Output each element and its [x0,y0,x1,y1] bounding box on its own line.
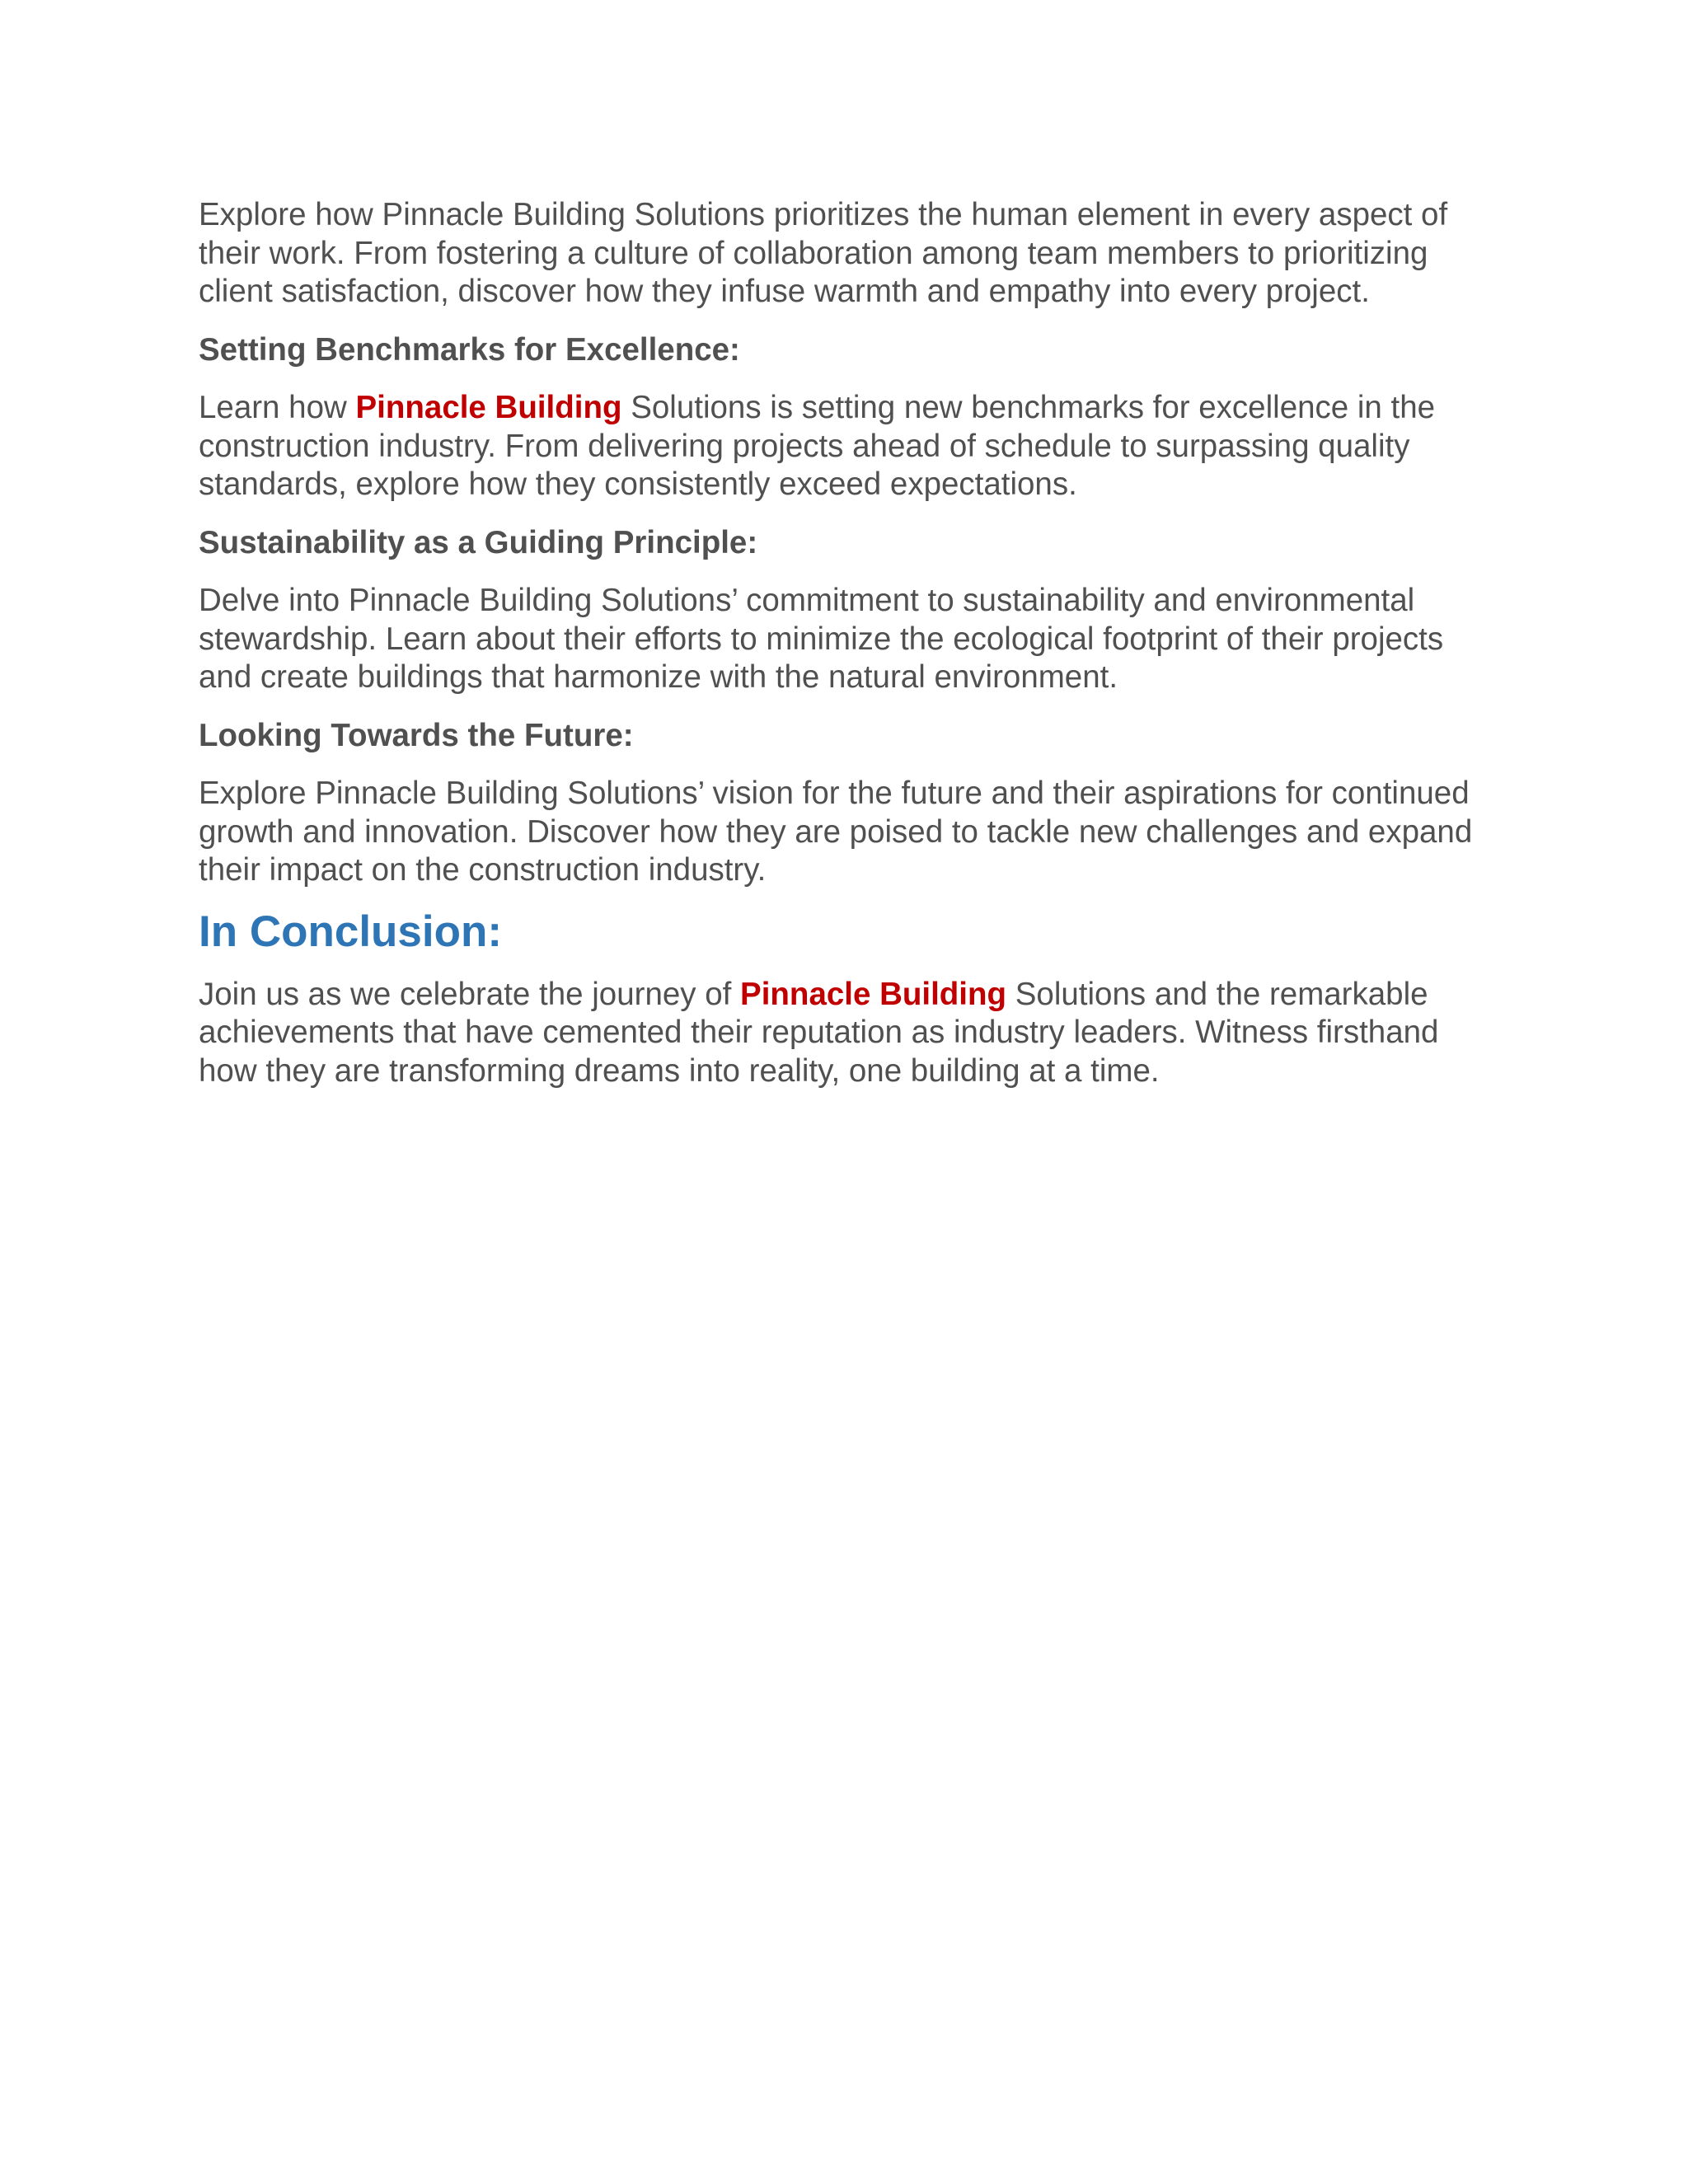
conclusion-heading: In Conclusion: [199,907,503,956]
benchmarks-text-before: Learn how [199,390,356,425]
sustainability-heading: Sustainability as a Guiding Principle: [199,524,758,560]
intro-paragraph: Explore how Pinnacle Building Solutions prioritizes the human element in every aspect of their work. From fostering a culture of collaboration among team members to prioritizing client satisfaction, discover how they infuse warmth and empathy into every project. [199,197,1448,309]
conclusion-text-before: Join us as we celebrate the journey of [199,976,741,1012]
sustainability-paragraph: Delve into Pinnacle Building Solutions’ commitment to sustainability and environmental stewardship. Learn about their efforts to minimize the ecological footprint of their projects and create buildings that harmonize with the natural environment. [199,583,1444,695]
benchmarks-brand-highlight: Pinnacle Building [355,390,622,425]
conclusion-text-after: Solutions and the remarkable achievements that have cemented their reputation as industry leaders. Witness firsthand how they are transforming dreams into reality, one building at a time. [199,976,1439,1089]
conclusion-paragraph [199,976,1501,1091]
benchmarks-heading: Setting Benchmarks for Excellence: [199,331,740,368]
document-page [199,196,1501,1090]
future-paragraph: Explore Pinnacle Building Solutions’ vision for the future and their aspirations for continued growth and innovation. Discover how they are poised to tackle new challenges and expand their impact on the construction industry. [199,776,1473,888]
future-heading: Looking Towards the Future: [199,717,634,753]
benchmarks-paragraph [199,389,1501,504]
benchmarks-text-after: Solutions is setting new benchmarks for excellence in the construction industry. From delivering projects ahead of schedule to surpassing quality standards, explore how they consistently exceed expectations. [199,390,1436,502]
conclusion-brand-highlight: Pinnacle Building [740,976,1007,1012]
